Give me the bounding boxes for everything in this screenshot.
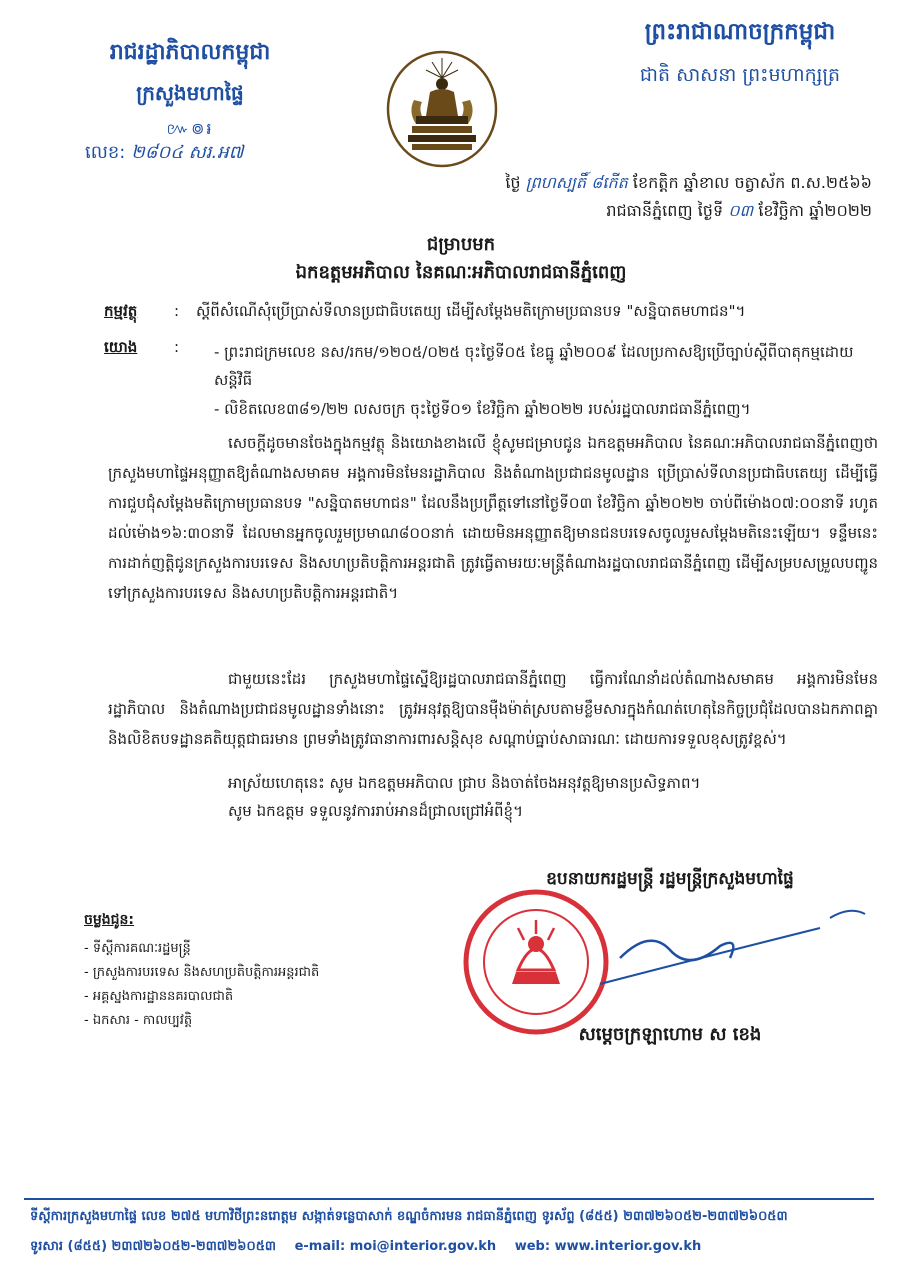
footer-email: e-mail: moi@interior.gov.kh [294,1239,497,1254]
subject-text: ស្តីពីសំណើសុំប្រើប្រាស់ទីលានប្រជាធិបតេយ្យ ដើម្បីសម្តែងមតិក្រោមប្រធានបទ "សន្និបាតមហាជន"។ [196,302,746,320]
handwritten-signature-icon [580,888,880,1008]
cc-list [84,910,319,1031]
cc-item: - ឯកសារ - កាលប្បវត្តិ [84,1013,193,1028]
reference-row: យោង : [104,338,874,360]
cc-title: ចម្លងជូន: [84,912,135,928]
ref-value: ២៨០៤ សរ.អ៧ [131,142,244,163]
footer-web: web: www.interior.gov.kh [514,1239,702,1254]
subject-row: កម្មវត្ថុ : ស្តីពីសំណើសុំប្រើប្រាស់ទីលានប្រជាធិបតេយ្យ ដើម្បីសម្តែងមតិក្រោមប្រធានបទ "សន្និបាតមហាជន"។ [104,302,874,324]
footer-divider [24,1198,874,1200]
header-left [60,38,320,142]
gregorian-date: រាជធានីភ្នំពេញ ថ្ងៃទី ០៣ ខែវិច្ឆិកា ឆ្នាំ២០២២ [606,201,872,220]
royal-emblem-icon [386,50,498,168]
reference-item-1: - ព្រះរាជក្រមលេខ នស/រកម/១២០៥/០២៥ ចុះថ្ងៃទី០៥ ខែធ្នូ ឆ្នាំ២០០៩ ដែលប្រកាសឱ្យប្រើច្បាប់ស្តីពីបាតុកម្មដោយសន្តិវិធី [214,343,854,389]
ministry-name: ក្រសួងមហាផ្ទៃ [136,81,244,105]
signatory-name: សម្តេចក្រឡាហោម ស ខេង [578,1024,762,1045]
body-paragraph-3: អាស្រ័យហេតុនេះ សូម ឯកឧត្តមអភិបាល ជ្រាប និងចាត់ចែងអនុវត្តឱ្យមានប្រសិទ្ធភាព។ [228,774,701,792]
cc-item: - អគ្គស្នងការដ្ឋាននគរបាលជាតិ [84,989,234,1004]
reference-number [85,140,243,167]
signatory-title: ឧបនាយករដ្ឋមន្ត្រី រដ្ឋមន្ត្រីក្រសួងមហាផ្ទៃ [546,869,794,889]
body-paragraph-2: ជាមួយនេះដែរ ក្រសួងមហាផ្ទៃស្នើឱ្យរដ្ឋបាលរាជធានីភ្នំពេញ ធ្វើការណែនាំដល់តំណាងសមាគម អង្គការមិនមែនរដ្ឋាភិបាល និងតំណាងប្រជាជនមូលដ្ឋានទាំងនោះ ត្រូវអនុវត្តឱ្យបានម៉ឺងម៉ាត់ស្របតាមខ្លឹមសារក្នុងកំណត់ហេតុនៃកិច្ចប្រជុំដែលបានឯកភាពគ្នា និងលិខិតបទដ្ឋានគតិយុត្តជាធរមាន ព្រមទាំងត្រូវធានាការពារសន្តិសុខ សណ្តាប់ធ្នាប់សាធារណៈ ដោយការទទួលខុសត្រូវខ្ពស់។ [108,670,878,748]
reference-label: យោង [104,338,138,356]
footer-fax: ទូរសារ (៨៥៥) ២៣៧២៦០៥២-២៣៧២៦០៥៣ [30,1239,277,1254]
footer-address: ទីស្តីការក្រសួងមហាផ្ទៃ លេខ ២៧៥ មហាវិថីព្រះនរោត្តម សង្កាត់ទន្លេបាសាក់ ខណ្ឌចំការមន រាជធានីភ្នំពេញ ទូរស័ព្ទ (៨៥៥) ២៣៧២៦០៥២-២៣៧២៦០៥៣ [30,1209,788,1224]
subject-label: កម្មវត្ថុ [104,302,138,320]
body-paragraph-4: សូម ឯកឧត្តម ទទួលនូវការរាប់អានដ៏ជ្រាលជ្រៅអំពីខ្ញុំ។ [228,802,523,820]
national-motto: ជាតិ សាសនា ព្រះមហាក្សត្រ [639,64,841,86]
reference-item-2: - លិខិតលេខ៣៨១/២២ លសចក្រ ចុះថ្ងៃទី០១ ខែវិច្ឆិកា ឆ្នាំ២០២២ របស់រដ្ឋបាលរាជធានីភ្នំពេញ។ [214,400,751,418]
kingdom-name: ព្រះរាជាណាចក្រកម្ពុជា [644,19,836,45]
cc-item: - ទីស្តីការគណៈរដ្ឋមន្ត្រី [84,941,191,956]
footer-contacts [30,1238,900,1257]
lunar-date-handwritten: ព្រហស្បតិ៍ ៨កើត [525,173,628,192]
cc-item: - ក្រសួងការបរទេស និងសហប្រតិបត្តិការអន្តរជាតិ [84,965,320,980]
addressee: ឯកឧត្តមអភិបាល នៃគណៈអភិបាលរាជធានីភ្នំពេញ [295,262,627,283]
header-right [590,18,890,91]
government-name: រាជរដ្ឋាភិបាលកម្ពុជា [109,40,271,65]
body-paragraph-1: សេចក្តីដូចមានចែងក្នុងកម្មវត្ថុ និងយោងខាងលើ ខ្ញុំសូមជម្រាបជូន ឯកឧត្តមអភិបាល នៃគណៈអភិបាលរាជធានីភ្នំពេញថា ក្រសួងមហាផ្ទៃអនុញ្ញាតឱ្យតំណាងសមាគម អង្គការមិនមែនរដ្ឋាភិបាល និងតំណាងប្រជាជនមូលដ្ឋាន ប្រើប្រាស់ទីលានប្រជាធិបតេយ្យ ដើម្បីធ្វើការជួបជុំសម្តែងមតិក្រោមប្រធានបទ "សន្និបាតមហាជន" ដែលនឹងប្រព្រឹត្តទៅនៅថ្ងៃទី០៣ ខែវិច្ឆិកា ឆ្នាំ២០២២ ចាប់ពីម៉ោង០៧:០០នាទី រហូតដល់ម៉ោង១៦:៣០នាទី ដែលមានអ្នកចូលរួមប្រមាណ៨០០នាក់ ដោយមិនអនុញ្ញាតឱ្យមានជនបរទេសចូលរួមសម្តែងមតិនេះឡើយ។ ទន្ទឹមនេះ ការដាក់ញត្តិជូនក្រសួងការបរទេស និងសហប្រតិបត្តិការអន្តរជាតិ ត្រូវធ្វើតាមរយៈមន្ត្រីតំណាងរដ្ឋបាលរាជធានីភ្នំពេញ ដើម្បីសម្របសម្រួលបញ្ជូនទៅក្រសួងការបរទេស និងសហប្រតិបត្តិការអន្តរជាតិ។ [108,434,878,602]
lunar-date: ថ្ងៃ ព្រហស្បតិ៍ ៨កើត ខែកត្តិក ឆ្នាំខាល ចត្វាស័ក ព.ស.២៥៦៦ [505,173,872,192]
gregorian-date-handwritten: ០៣ [728,201,754,220]
salutation: ជម្រាបមក [426,234,496,255]
ornament-divider: ៚៙៛ [166,119,214,138]
ref-label: លេខ: [85,142,126,163]
